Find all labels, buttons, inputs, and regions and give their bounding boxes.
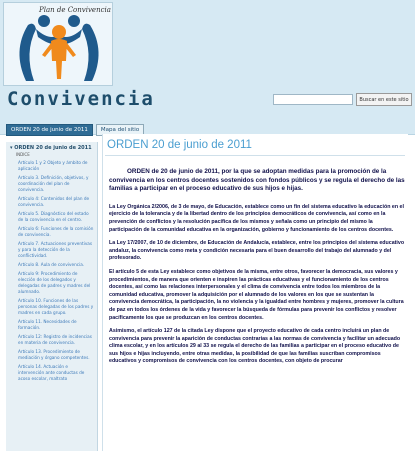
post-paragraph: La Ley 17/2007, de 10 de diciembre, de Educación de Andalucía, establece, entre los principios del sistema educativo andaluz, la convivencia como meta y condición necesaria para el buen desarrollo del trabajo del alumnado y del profesorado. xyxy=(109,240,405,262)
sidebar-sub-item[interactable]: INDICE xyxy=(16,152,30,157)
sidebar-header[interactable]: ▾ ORDEN 20 de junio de 2011 xyxy=(10,145,92,151)
logo[interactable] xyxy=(3,2,113,86)
sidebar-item[interactable]: Artículo 7. Actuaciones preventivas y para la detección de la conflictividad. xyxy=(18,241,93,258)
post-paragraph: La Ley Orgánica 2/2006, de 3 de mayo, de Educación, establece como un fin del sistema educativo la educación en el ejercicio de la tolerancia y de la libertad dentro de los principios democráticos de convivencia, así como en la prevención de conflictos y la resolución pacífica de los mismos y señala como un principio del mismo la participación de la comunidad educativa en la organización, gobierno y funcionamiento de los centros docentes. xyxy=(109,203,404,233)
sidebar xyxy=(6,142,98,451)
sidebar-item[interactable]: Artículo 1 y 2 Objeto y ámbito de aplicación xyxy=(18,160,88,171)
search-input[interactable] xyxy=(273,94,353,105)
sidebar-item[interactable]: Artículo 6: Funciones de la comisión de convivencia. xyxy=(18,226,94,237)
convivencia-logo-icon xyxy=(4,3,113,86)
sidebar-item[interactable]: Artículo 4: Contenidos del plan de convivencia. xyxy=(18,196,90,207)
post-lead: ORDEN de 20 de junio de 2011, por la que se adoptan medidas para la promoción de la convivencia en los centros docentes sostenidos con fondos públicos y se regula el derecho de las familias a participar en el proceso educativo de sus hijos e hijas. xyxy=(109,168,405,193)
sidebar-item[interactable]: Artículo 5. Diagnóstico del estado de la convivencia en el centro. xyxy=(18,211,89,222)
tab-sitemap[interactable]: Mapa del sitio xyxy=(96,124,144,136)
sidebar-item[interactable]: Artículo 11. Necesidades de formación. xyxy=(18,319,77,330)
title-divider xyxy=(105,155,405,156)
page-title: ORDEN 20 de junio de 2011 xyxy=(107,139,252,151)
site-header xyxy=(0,0,415,135)
post-paragraph: Asimismo, el artículo 127 de la citada Ley dispone que el proyecto educativo de cada centro incluirá un plan de convivencia para prevenir la aparición de conductas contrarias a las normas de convivencia y facilitar un adecuado clima escolar, y en los artículos 29 al 33 se regula el derecho de las familias a participar en el proceso educativo de sus hijos e hijas incluyendo, entre otras medidas, la posibilidad de que las familias suscriban compromisos educativos y compromisos de convivencia con los centros docentes, con objeto de procurar xyxy=(109,328,401,365)
sidebar-item[interactable]: Artículo 9: Procedimiento de elección de los delegados y delegadas de padres y madres del alumnado. xyxy=(18,271,91,294)
sidebar-item[interactable]: Artículo 8. Aula de convivencia. xyxy=(18,262,85,267)
post-paragraph: El artículo 5 de esta Ley establece como objetivos de la misma, entre otros, favorecer la democracia, sus valores y procedimientos, de manera que orienten e inspiren las prácticas educativas y el funcionamiento de los centros docentes, así como las relaciones interpersonales y el clima de convivencia entre todos los miembros de la comunidad educativa, promover la adquisición por el alumnado de los valores en los que se sustentan la convivencia democrática, la participación, la no violencia y la igualdad entre hombres y mujeres, promover la cultura de paz en todos los órdenes de la vida y favorecer la búsqueda de fórmulas para prevenir los conflictos y resolver pacíficamente los que se produzcan en los centros docentes. xyxy=(109,268,404,321)
search-button[interactable]: Buscar en este sitio xyxy=(356,93,412,106)
post-body xyxy=(109,168,405,372)
logo-text: Plan de Convivencia xyxy=(39,6,111,14)
sidebar-item[interactable]: Artículo 13. Procedimiento de mediación y órgano competentes. xyxy=(18,349,90,360)
tab-orden[interactable]: ORDEN 20 de junio de 2011 xyxy=(6,124,93,136)
sidebar-item[interactable]: Artículo 3. Definición, objetivos, y coordinación del plan de convivencia. xyxy=(18,175,89,192)
sidebar-item[interactable]: Artículo 10. Funciones de las personas delegadas de los padres y madres en cada grupo. xyxy=(18,298,94,315)
main-content xyxy=(102,134,408,451)
sidebar-item[interactable]: Artículo 12: Registro de incidencias en materia de convivencia. xyxy=(18,334,92,345)
tab-bar xyxy=(6,116,147,133)
site-title[interactable]: Convivencia xyxy=(7,88,155,110)
sidebar-item[interactable]: Artículo 14. Actuación e intervención ante conductas de acoso escolar, maltrato xyxy=(18,364,85,381)
sidebar-header-label: ORDEN 20 de junio de 2011 xyxy=(14,145,92,151)
